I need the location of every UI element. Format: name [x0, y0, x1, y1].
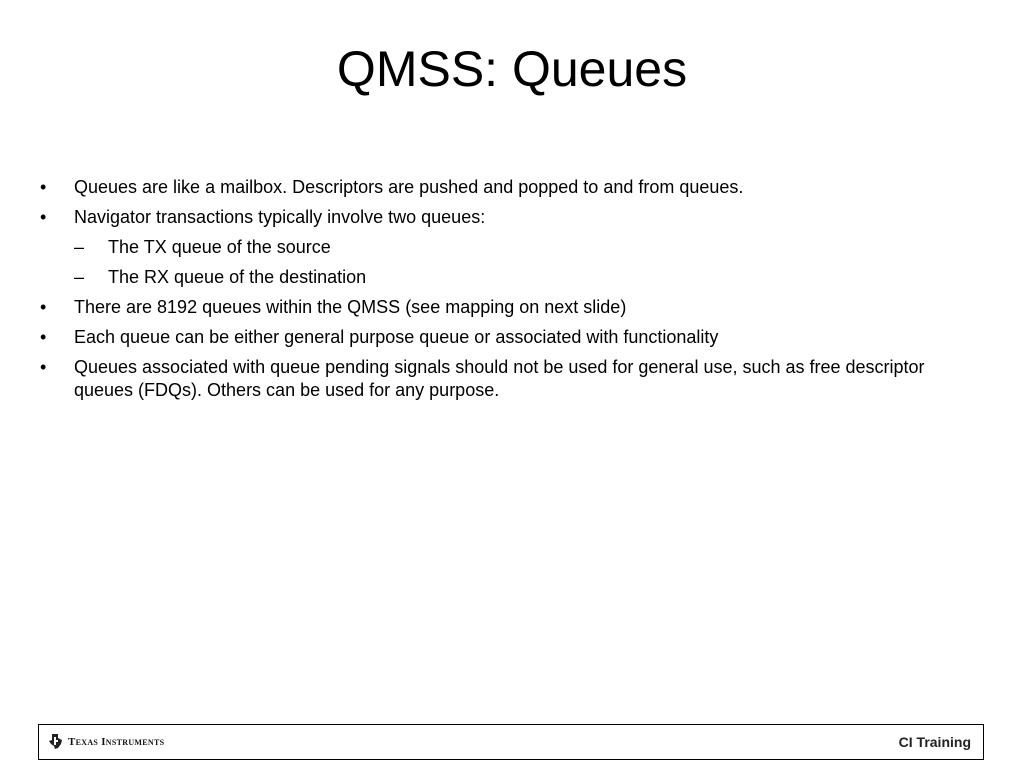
ci-training-label: CI Training [898, 734, 971, 750]
sub-bullet-item [40, 266, 980, 289]
sub-bullet-text: The TX queue of the source [108, 237, 331, 257]
texas-instruments-wordmark: Texas Instruments [68, 735, 165, 748]
bullet-marker: • [40, 327, 47, 347]
bullet-text: There are 8192 queues within the QMSS (see mapping on next slide) [74, 297, 627, 317]
bullet-item [40, 356, 980, 402]
texas-instruments-logo-icon [49, 734, 63, 749]
bullet-text: Queues are like a mailbox. Descriptors are pushed and popped to and from queues. [74, 177, 744, 197]
bullet-marker: • [40, 207, 47, 227]
bullet-text: Each queue can be either general purpose queue or associated with functionality [74, 327, 719, 347]
bullet-item [40, 206, 980, 229]
sub-bullet-marker: – [74, 237, 85, 257]
bullet-marker: • [40, 297, 47, 317]
sub-bullet-item [40, 236, 980, 259]
bullet-item [40, 296, 980, 319]
bullet-list [40, 176, 980, 409]
slide-title: QMSS: Queues [336, 41, 688, 97]
bullet-item [40, 326, 980, 349]
bullet-text: Queues associated with queue pending signals should not be used for general use, such as free descriptor queues (FDQs). Others can be used for any purpose. [74, 357, 925, 400]
sub-bullet-text: The RX queue of the destination [108, 267, 367, 287]
bullet-marker: • [40, 177, 47, 197]
slide-footer [38, 724, 984, 760]
texas-instruments-logo [49, 734, 164, 749]
bullet-text: Navigator transactions typically involve two queues: [74, 207, 486, 227]
bullet-item [40, 176, 980, 199]
sub-bullet-marker: – [74, 267, 85, 287]
bullet-marker: • [40, 357, 47, 377]
